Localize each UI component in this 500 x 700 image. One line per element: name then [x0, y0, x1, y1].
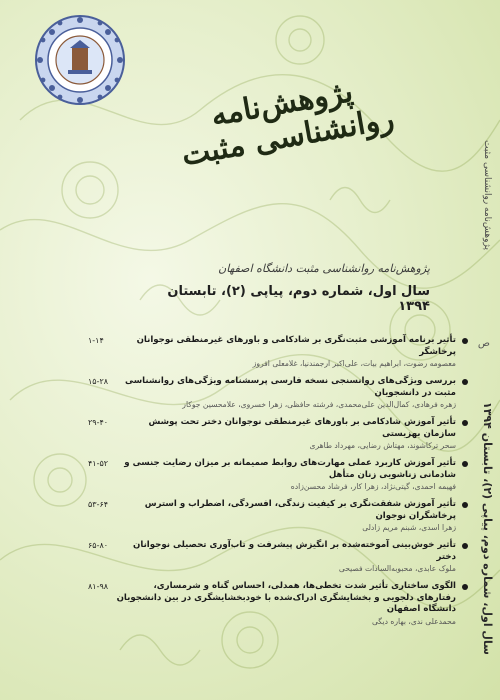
article-authors: ملوک عابدی، محبوبه‌السادات فصیحی	[338, 564, 456, 574]
bullet-icon	[462, 584, 468, 590]
article-authors: زهره فرهادی، کمال‌الدین علی‌محمدی، فرشته حافظی، زهرا خسروی، علامحسین جوکار	[182, 400, 456, 410]
article-title: تأثیر خوش‌بینی آموخته‌شده بر انگیزش پیشرفت و تاب‌آوری تحصیلی نوجوانان دختر	[133, 540, 456, 562]
journal-subtitle: پژوهش‌نامه روانشناسی مثبت دانشگاه اصفهان	[218, 262, 430, 275]
toc-item[interactable]	[88, 458, 468, 492]
bullet-icon	[462, 461, 468, 467]
page-range: ۸۱-۹۸	[88, 582, 109, 592]
article-title: تأثیر آموزش شفقت‌نگری بر کیفیت زندگی، افسردگی، اضطراب و استرس پرخاشگران نوجوان	[144, 499, 456, 521]
article-title: تأثیر برنامه آموزشی مثبت‌نگری بر شادکامی و باورهای غیرمنطقی نوجوانان پرخاشگر	[136, 335, 456, 357]
page-range: ۶۵-۸۰	[88, 541, 109, 551]
page-range: ۴۱-۵۲	[88, 459, 109, 469]
toc-item[interactable]	[88, 335, 468, 369]
spine-title: پژوهش‌نامه روانشناسی مثبت	[482, 140, 492, 250]
page-range: ۵۳-۶۴	[88, 500, 109, 510]
journal-title: پژوهش‌نامه روانشناسی مثبت	[179, 73, 397, 174]
page-range: ۱-۱۴	[88, 336, 104, 345]
article-authors: زهرا اسدی، شبنم مریم زادلی	[362, 523, 456, 533]
page-range: ۲۹-۴۰	[88, 418, 109, 428]
article-title: الگوی ساختاری تأثیر شدت تخطی‌ها، همدلی، احساس گناه و شرمساری، رفتارهای دلجویی و بخشایشگری ادراک‌شده با خودبخشایشگری در بین دانشجویان دانشگاه اصفهان	[116, 581, 456, 615]
article-title: تأثیر آموزش شادکامی بر باورهای غیرمنطقی نوجوانان دختر تحت پوشش سازمان بهزیستی	[148, 417, 456, 439]
spine-issue: سال اول، شماره دوم، پیاپی (۲)، تابستان ۱۳۹۴	[481, 402, 494, 655]
article-authors: فهیمه احمدی، گیتی‌نژاد، زهرا کار، فرشاد محسن‌زاده	[290, 482, 456, 492]
toc-item[interactable]	[88, 376, 468, 410]
bullet-icon	[462, 338, 468, 344]
toc-item[interactable]	[88, 581, 468, 627]
table-of-contents	[88, 335, 468, 634]
toc-item[interactable]	[88, 417, 468, 451]
university-seal-icon	[34, 14, 126, 106]
bullet-icon	[462, 502, 468, 508]
issue-line: سال اول، شماره دوم، پیاپی (۲)، تابستان ۱۳۹۴	[167, 284, 430, 314]
spine-mark: ص	[477, 338, 490, 349]
article-authors: معصومه رضوت، ابراهیم بیات، علی‌اکبر ارجمندنیا، غلامعلی افروز	[252, 359, 456, 369]
bullet-icon	[462, 420, 468, 426]
bullet-icon	[462, 543, 468, 549]
bullet-icon	[462, 379, 468, 385]
article-authors: محمدعلی ندی، بهاره دیگی	[371, 617, 456, 627]
toc-item[interactable]	[88, 499, 468, 533]
article-title: تأثیر آموزش کاربرد عملی مهارت‌های روابط صمیمانه بر میزان رضایت جنسی و شادمانی زناشویی زنان متأهل	[124, 458, 456, 480]
toc-item[interactable]	[88, 540, 468, 574]
article-title: بررسی ویژگی‌های روانسنجی نسخه فارسی پرسشنامه ویژگی‌های روانشناسی مثبت در دانشجویان	[125, 376, 456, 398]
page-range: ۱۵-۲۸	[88, 377, 109, 387]
article-authors: سحر ترکاشوند، مهتاش رضایی، مهرداد طاهری	[309, 441, 456, 451]
